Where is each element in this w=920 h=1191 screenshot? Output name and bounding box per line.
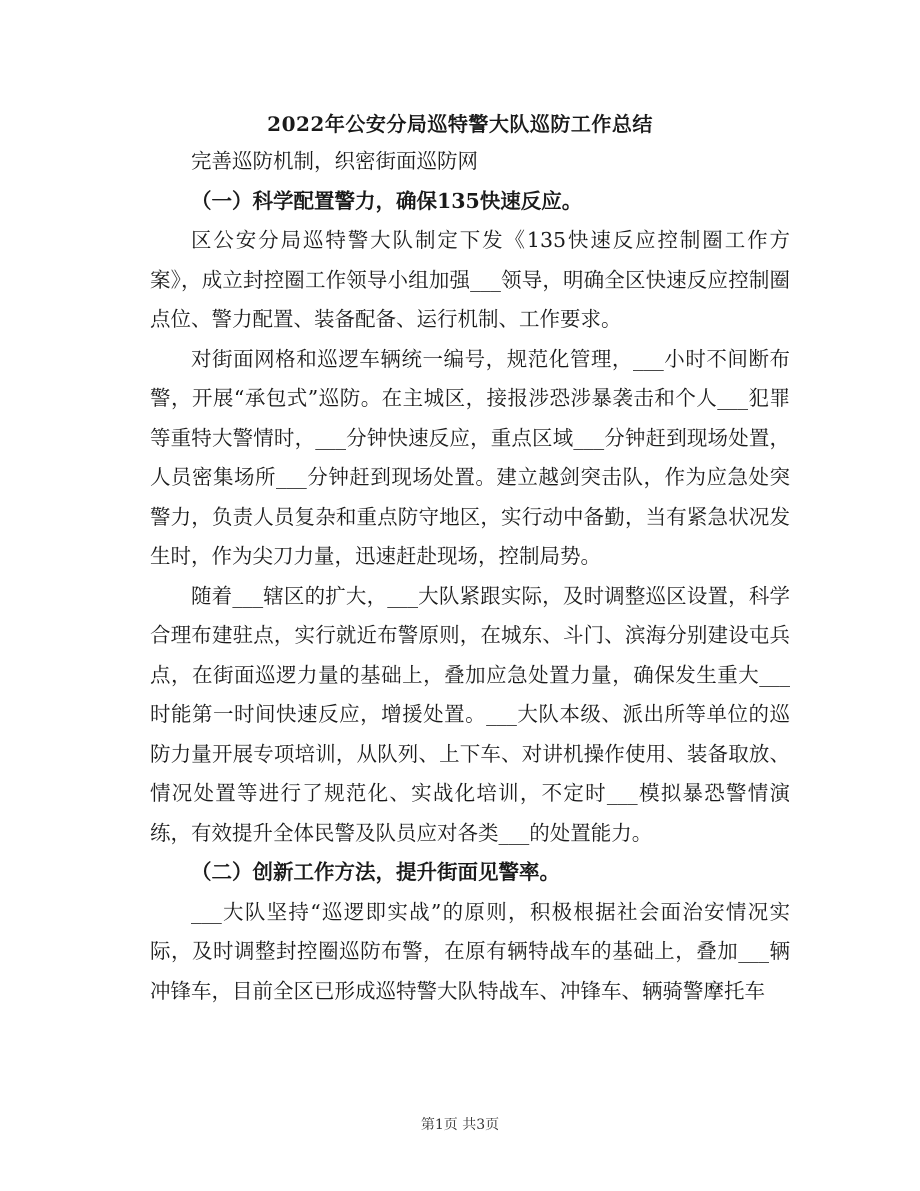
body-paragraph: ___大队坚持“巡逻即实战”的原则，积极根据社会面治安情况实际，及时调整封控圈巡防布警，在原有辆特战车的基础上，叠加___辆冲锋车，目前全区已形成巡特警大队特战车、冲锋车、辆骑警摩托车 <box>150 899 790 1003</box>
document-body <box>150 142 790 1011</box>
body-paragraph: 对街面网格和巡逻车辆统一编号，规范化管理，___小时不间断布警，开展“承包式”巡防。在主城区，接报涉恐涉暴袭击和个人___犯罪等重特大警情时，___分钟快速反应，重点区域___分钟赶到现场处置，人员密集场所___分钟赶到现场处置。建立越剑突击队，作为应急处突警力，负责人员复杂和重点防守地区，实行动中备勤，当有紧急状况发生时，作为尖刀力量，迅速赶赴现场，控制局势。 <box>150 346 790 568</box>
document-title: 2022年公安分局巡特警大队巡防工作总结 <box>267 112 653 136</box>
body-paragraph: 区公安分局巡特警大队制定下发《135快速反应控制圈工作方案》，成立封控圈工作领导小组加强___领导，明确全区快速反应控制圈点位、警力配置、装备配备、运行机制、工作要求。 <box>150 228 790 331</box>
page-number: 第1页 共3页 <box>420 1117 500 1133</box>
body-paragraph: 随着___辖区的扩大，___大队紧跟实际，及时调整巡区设置，科学合理布建驻点，实行就近布警原则，在城东、斗门、滨海分别建设屯兵点，在街面巡逻力量的基础上，叠加应急处置力量，确保发生重大___时能第一时间快速反应，增援处置。___大队本级、派出所等单位的巡防力量开展专项培训，从队列、上下车、对讲机操作使用、装备取放、情况处置等进行了规范化、实战化培训，不定时___模拟暴恐警情演练，有效提升全体民警及队员应对各类___的处置能力。 <box>150 583 790 845</box>
section-heading-1: （一）科学配置警力，确保135快速反应。 <box>191 188 583 213</box>
section-heading-2: （二）创新工作方法，提升街面见警率。 <box>191 860 560 884</box>
section-lead: 完善巡防机制，织密街面巡防网 <box>191 149 478 173</box>
